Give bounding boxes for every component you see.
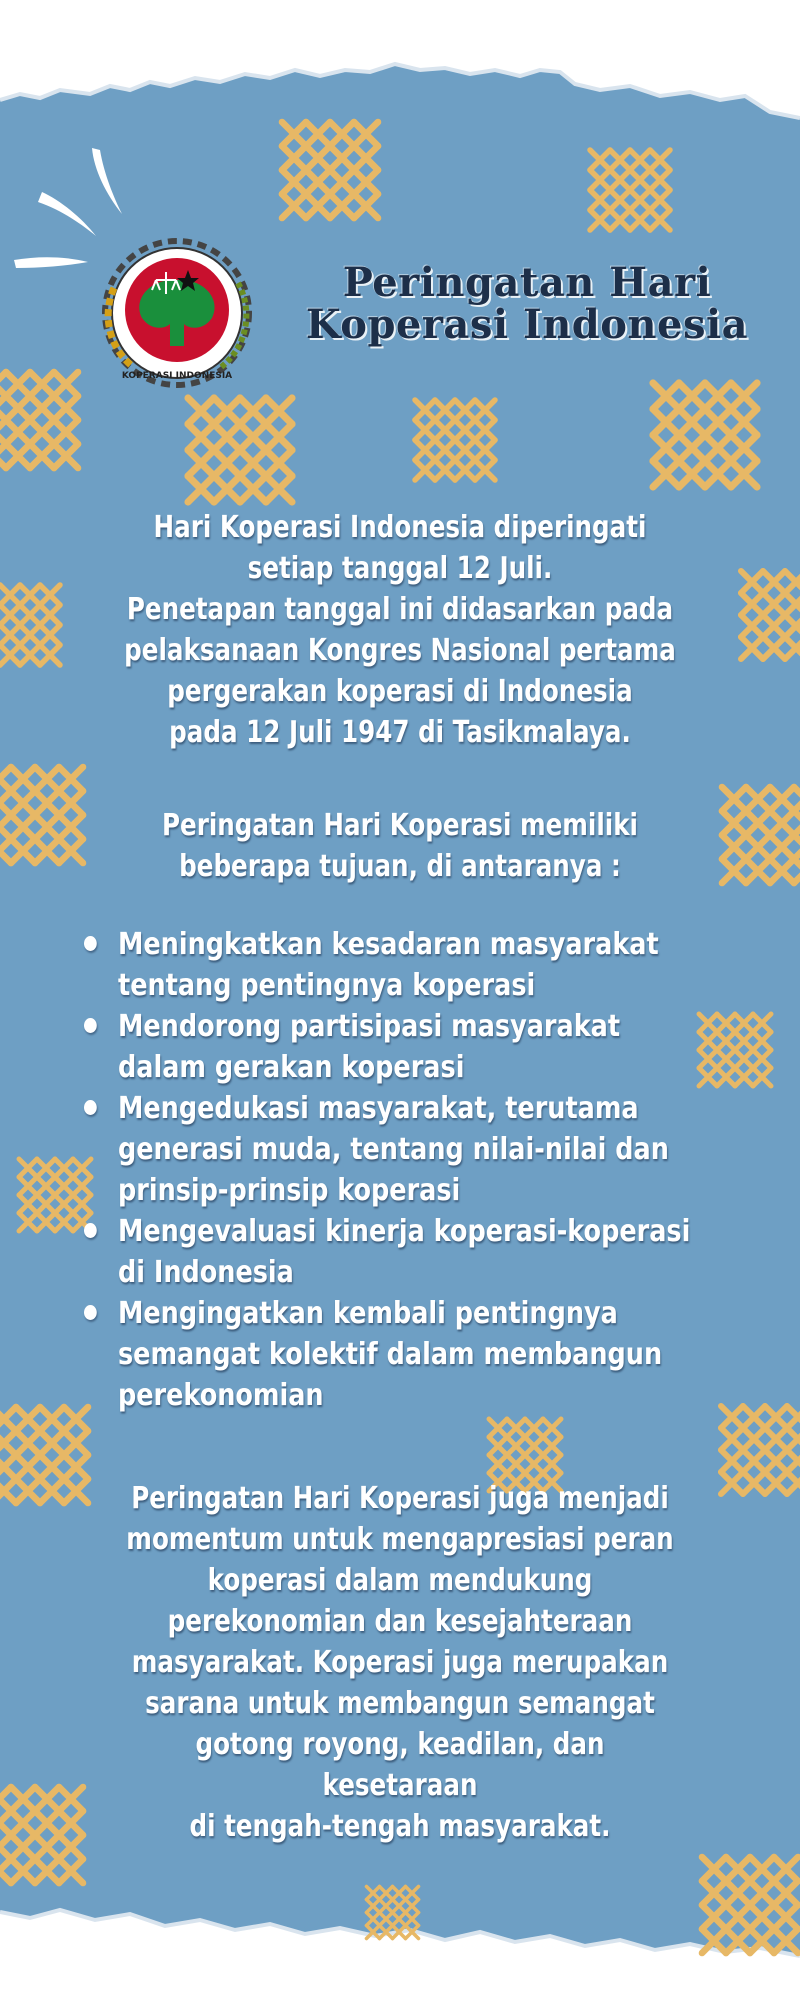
goal-line: generasi muda, tentang nilai-nilai dan	[118, 1132, 669, 1167]
goal-list-item	[84, 1088, 730, 1211]
lattice-decoration-icon	[0, 570, 70, 680]
torn-paper-top	[0, 0, 800, 125]
goal-line: dalam gerakan koperasi	[118, 1050, 465, 1085]
goal-line: prinsip-prinsip koperasi	[118, 1173, 461, 1208]
closing-line: koperasi dalam mendukung	[207, 1563, 593, 1598]
goals-intro-line: Peringatan Hari Koperasi memiliki	[161, 808, 638, 843]
logo-caption: KOPERASI INDONESIA	[121, 371, 233, 381]
intro-line: Hari Koperasi Indonesia diperingati	[153, 510, 647, 545]
lattice-decoration-icon	[0, 1775, 95, 1895]
closing-line: gotong royong, keadilan, dan kesetaraan	[195, 1727, 605, 1803]
bullet-dot-icon	[84, 1018, 97, 1033]
lattice-decoration-icon	[710, 775, 800, 895]
closing-line: masyarakat. Koperasi juga merupakan	[131, 1645, 669, 1680]
goals-intro-line: beberapa tujuan, di antaranya :	[179, 849, 621, 884]
intro-line: pada 12 Juli 1947 di Tasikmalaya.	[169, 715, 631, 750]
lattice-decoration-icon	[0, 360, 90, 480]
lattice-decoration-icon	[270, 110, 390, 230]
goal-list-item	[84, 1006, 730, 1088]
lattice-decoration-icon	[690, 1845, 800, 1965]
goals-list	[84, 924, 730, 1416]
lattice-decoration-icon	[405, 390, 505, 490]
page-title	[272, 259, 782, 348]
closing-line: momentum untuk mengapresiasi peran	[126, 1522, 674, 1557]
goal-list-item	[84, 924, 730, 1006]
goal-line: Meningkatkan kesadaran masyarakat	[118, 927, 659, 962]
intro-line: pergerakan koperasi di Indonesia	[167, 674, 633, 709]
intro-line: pelaksanaan Kongres Nasional pertama	[124, 633, 676, 668]
goal-list-item	[84, 1293, 730, 1416]
intro-paragraph	[121, 507, 679, 753]
closing-line: sarana untuk membangun semangat	[145, 1686, 655, 1721]
title-line: Peringatan Hari	[342, 259, 712, 306]
bullet-dot-icon	[84, 936, 97, 951]
goal-line: Mendorong partisipasi masyarakat	[118, 1009, 621, 1044]
goal-line: perekonomian	[118, 1378, 324, 1413]
goal-line: di Indonesia	[118, 1255, 294, 1290]
koperasi-indonesia-logo	[92, 228, 262, 398]
goal-line: Mengedukasi masyarakat, terutama	[118, 1091, 639, 1126]
bullet-dot-icon	[84, 1223, 97, 1238]
lattice-decoration-icon	[0, 755, 95, 875]
goal-line: Mengevaluasi kinerja koperasi-koperasi	[118, 1214, 691, 1249]
closing-line: Peringatan Hari Koperasi juga menjadi	[131, 1481, 669, 1516]
intro-line: Penetapan tanggal ini didasarkan pada	[126, 592, 674, 627]
bullet-dot-icon	[84, 1305, 97, 1320]
lattice-decoration-icon	[640, 370, 770, 500]
closing-line: di tengah-tengah masyarakat.	[189, 1809, 611, 1844]
goals-intro-paragraph	[121, 805, 679, 887]
lattice-decoration-icon	[360, 1880, 425, 1945]
lattice-decoration-icon	[580, 140, 680, 240]
title-line: Koperasi Indonesia	[305, 301, 749, 348]
lattice-decoration-icon	[730, 560, 800, 670]
closing-paragraph	[121, 1478, 679, 1847]
closing-line: perekonomian dan kesejahteraan	[167, 1604, 633, 1639]
goal-line: Mengingatkan kembali pentingnya	[118, 1296, 618, 1331]
lattice-decoration-icon	[175, 385, 305, 515]
goal-line: tentang pentingnya koperasi	[118, 968, 536, 1003]
goal-list-item	[84, 1211, 730, 1293]
intro-line: setiap tanggal 12 Juli.	[247, 551, 553, 586]
bullet-dot-icon	[84, 1100, 97, 1115]
goal-line: semangat kolektif dalam membangun	[118, 1337, 663, 1372]
